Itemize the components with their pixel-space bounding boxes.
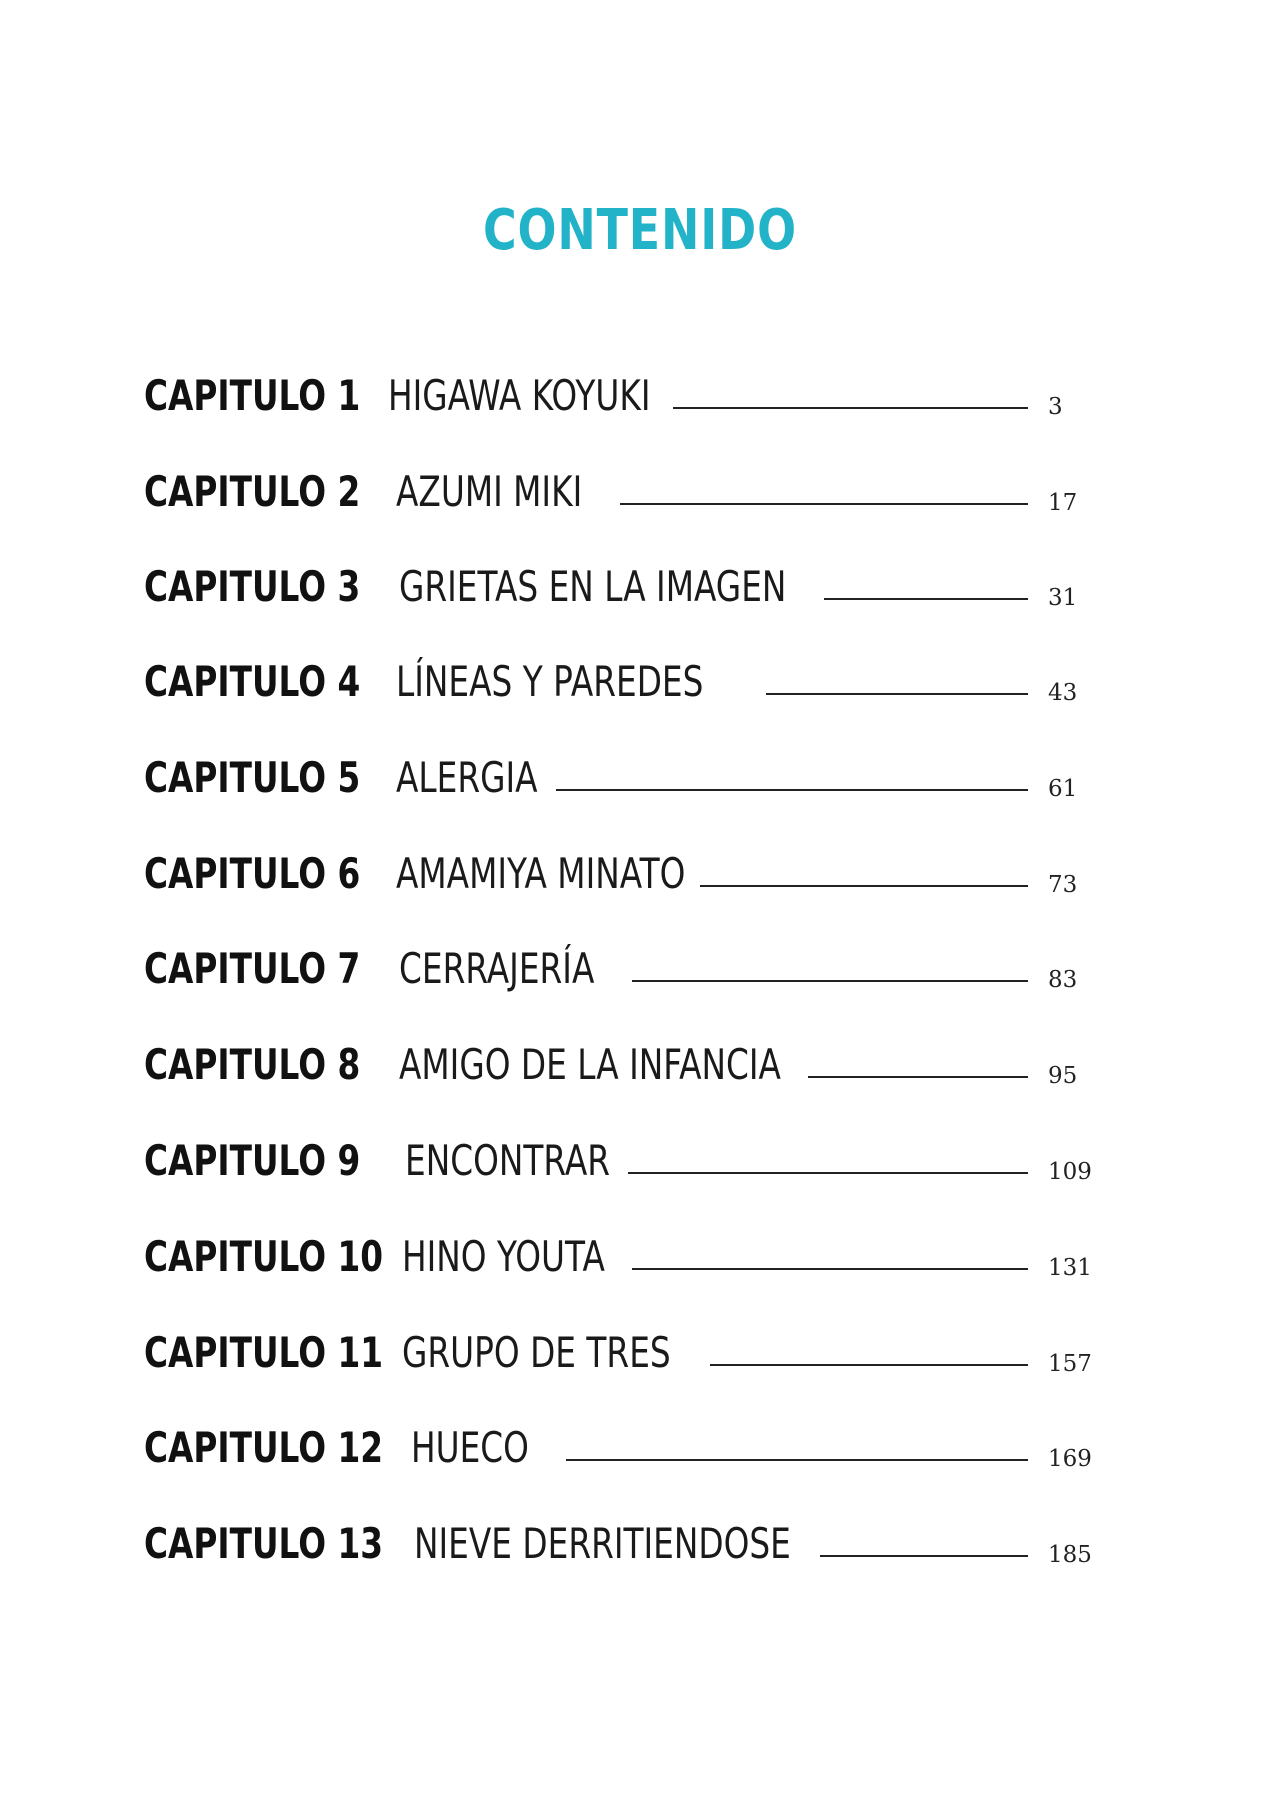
page-number: 3: [1048, 394, 1063, 420]
leader-line: [710, 1364, 1028, 1366]
page-number: 83: [1048, 967, 1078, 993]
chapter-title: LÍNEAS Y PAREDES: [396, 657, 704, 706]
chapter-number: CAPITULO 4: [144, 657, 361, 706]
toc-entry: [0, 1135, 1280, 1195]
toc-entry: [0, 943, 1280, 1003]
chapter-title: GRUPO DE TRES: [402, 1328, 671, 1377]
chapter-title: HIGAWA KOYUKI: [388, 371, 651, 420]
chapter-number: CAPITULO 12: [144, 1423, 384, 1472]
toc-entry: [0, 370, 1280, 430]
toc-entry: [0, 466, 1280, 526]
page-number: 61: [1048, 776, 1078, 802]
page-number: 109: [1048, 1159, 1092, 1185]
page-number: 73: [1048, 872, 1078, 898]
chapter-number: CAPITULO 9: [144, 1136, 361, 1185]
leader-line: [820, 1555, 1028, 1557]
leader-line: [824, 598, 1028, 600]
page-number: 95: [1048, 1063, 1078, 1089]
chapter-title: AZUMI MIKI: [396, 467, 583, 516]
chapter-number: CAPITULO 1: [144, 371, 361, 420]
chapter-number: CAPITULO 13: [144, 1519, 384, 1568]
page-number: 169: [1048, 1446, 1092, 1472]
page-number: 31: [1048, 585, 1078, 611]
page-number: 185: [1048, 1542, 1092, 1568]
leader-line: [632, 980, 1028, 982]
chapter-number: CAPITULO 6: [144, 849, 361, 898]
leader-line: [700, 885, 1028, 887]
chapter-title: CERRAJERÍA: [399, 944, 595, 993]
chapter-title: ENCONTRAR: [405, 1136, 610, 1185]
page-number: 157: [1048, 1351, 1092, 1377]
toc-entry: [0, 1231, 1280, 1291]
toc-entry: [0, 1327, 1280, 1387]
toc-entry: [0, 752, 1280, 812]
leader-line: [808, 1076, 1028, 1078]
toc-entry: [0, 1518, 1280, 1578]
leader-line: [628, 1172, 1028, 1174]
leader-line: [566, 1459, 1028, 1461]
toc-entry: [0, 656, 1280, 716]
chapter-title: GRIETAS EN LA IMAGEN: [399, 562, 787, 611]
chapter-title: ALERGIA: [396, 753, 538, 802]
leader-line: [556, 789, 1028, 791]
page-title: CONTENIDO: [483, 198, 797, 263]
leader-line: [620, 503, 1028, 505]
chapter-title: NIEVE DERRITIENDOSE: [414, 1519, 791, 1568]
leader-line: [673, 407, 1028, 409]
page-number: 17: [1048, 490, 1078, 516]
chapter-number: CAPITULO 5: [144, 753, 361, 802]
toc-entry: [0, 848, 1280, 908]
chapter-title: HINO YOUTA: [402, 1232, 605, 1281]
chapter-number: CAPITULO 3: [144, 562, 361, 611]
leader-line: [632, 1268, 1028, 1270]
leader-line: [766, 693, 1028, 695]
chapter-title: HUECO: [411, 1423, 529, 1472]
page-number: 43: [1048, 680, 1078, 706]
toc-entry: [0, 1039, 1280, 1099]
chapter-title: AMIGO DE LA INFANCIA: [399, 1040, 781, 1089]
chapter-number: CAPITULO 10: [144, 1232, 384, 1281]
page-number: 131: [1048, 1255, 1092, 1281]
toc-entry: [0, 561, 1280, 621]
chapter-title: AMAMIYA MINATO: [396, 849, 686, 898]
chapter-number: CAPITULO 8: [144, 1040, 361, 1089]
chapter-number: CAPITULO 2: [144, 467, 361, 516]
toc-entry: [0, 1422, 1280, 1482]
chapter-number: CAPITULO 11: [144, 1328, 384, 1377]
chapter-number: CAPITULO 7: [144, 944, 361, 993]
